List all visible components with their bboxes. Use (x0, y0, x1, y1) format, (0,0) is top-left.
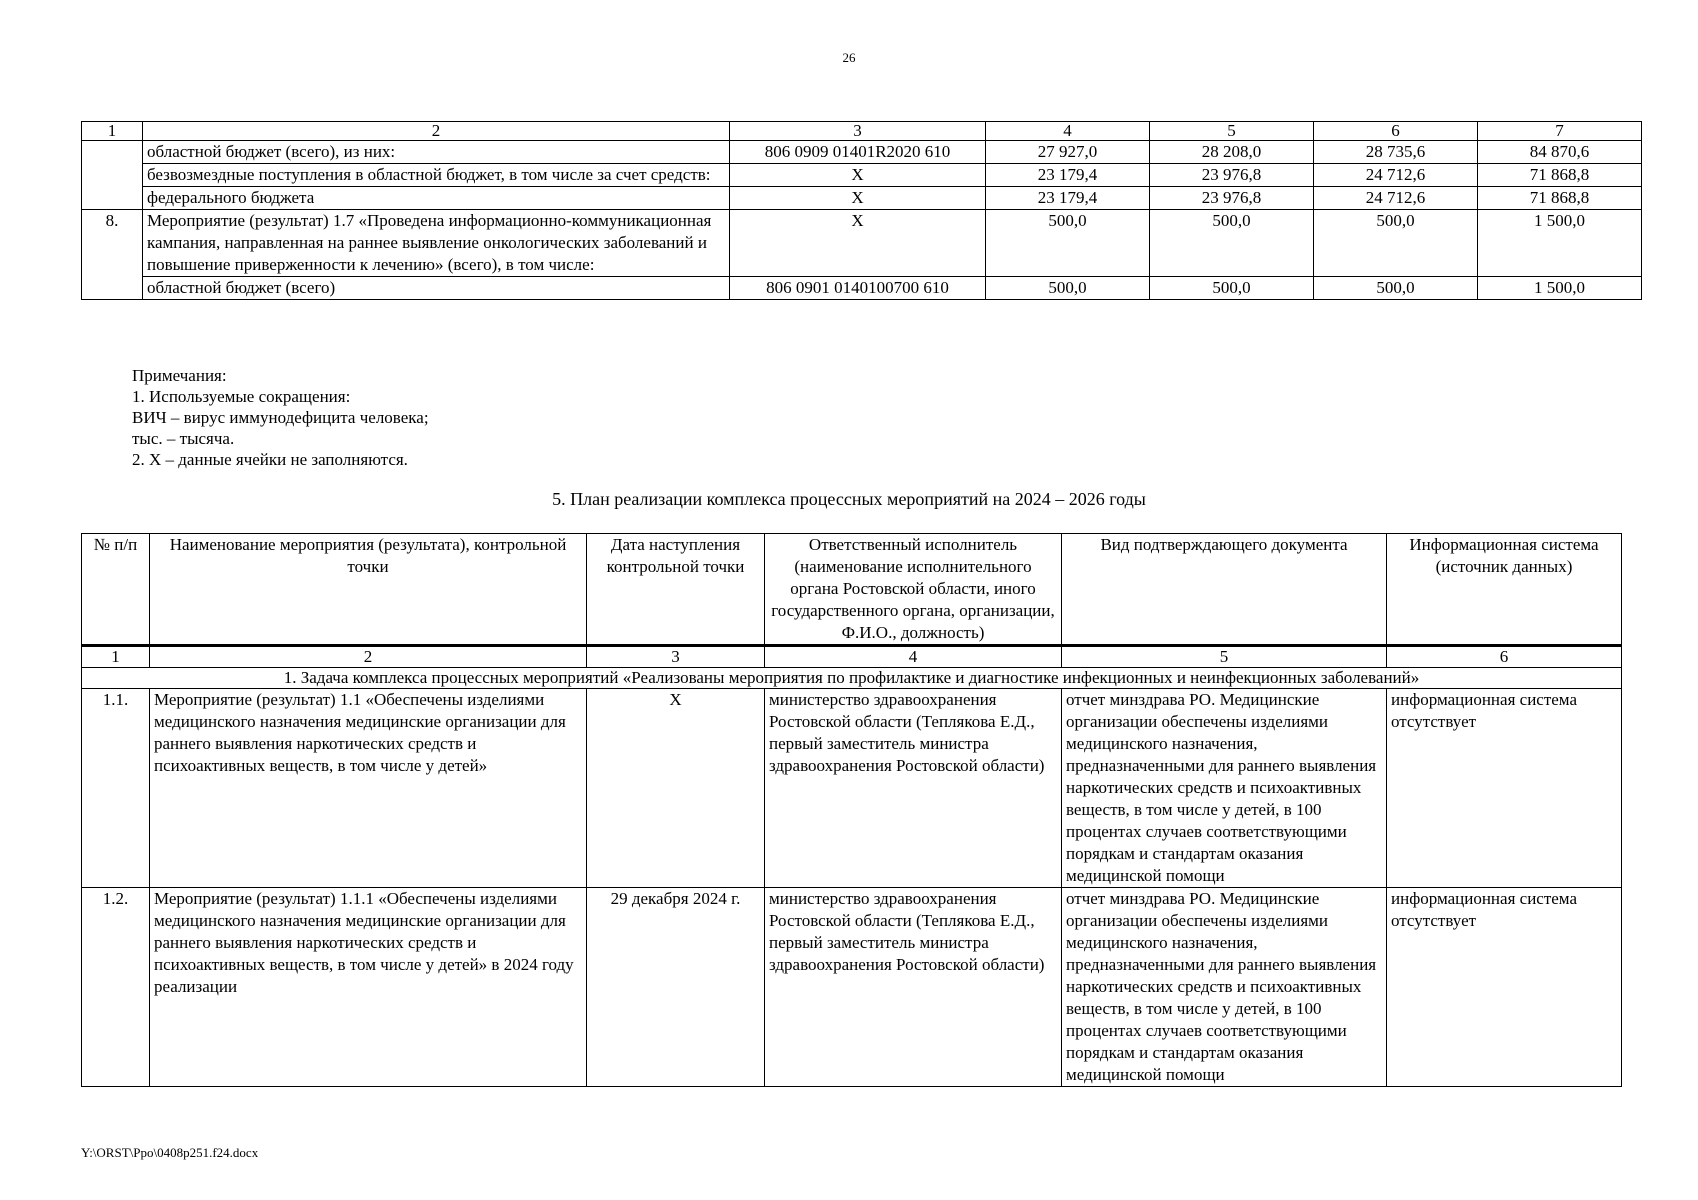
col-number: 2 (150, 646, 587, 668)
page-number: 26 (842, 50, 856, 65)
value-2024: 500,0 (986, 277, 1150, 300)
row-number: 1.1. (82, 689, 150, 888)
value-2025: 23 976,8 (1150, 187, 1314, 210)
row-name: Мероприятие (результат) 1.1 «Обеспечены изделиями медицинского назначения медицинские организации для раннего выявления наркотических средств и психоактивных веществ, в том числе у детей» (150, 689, 587, 888)
note-line: ВИЧ – вирус иммунодефицита человека; (132, 408, 429, 427)
row-responsible: министерство здравоохранения Ростовской области (Теплякова Е.Д., первый заместитель министра здравоохранения Ростовской области) (765, 888, 1062, 1087)
file-path-footer: Y:\ORST\Ppo\0408p251.f24.docx (81, 1145, 259, 1160)
col-number: 3 (587, 646, 765, 668)
value-2026: 24 712,6 (1314, 187, 1478, 210)
value-2024: 23 179,4 (986, 187, 1150, 210)
value-2024: 27 927,0 (986, 141, 1150, 164)
value-2026: 28 735,6 (1314, 141, 1478, 164)
value-total: 71 868,8 (1478, 164, 1642, 187)
row-number: 1.2. (82, 888, 150, 1087)
notes (132, 365, 429, 470)
col-number: 4 (986, 122, 1150, 141)
value-2025: 23 976,8 (1150, 164, 1314, 187)
value-2024: 500,0 (986, 210, 1150, 277)
col-number: 7 (1478, 122, 1642, 141)
task-title: 1. Задача комплекса процессных мероприятий «Реализованы мероприятия по профилактике и диагностике инфекционных и неинфекционных заболеваний» (82, 668, 1622, 689)
plan-column-numbers (82, 646, 1622, 668)
col-number: 1 (82, 646, 150, 668)
budget-code: Х (730, 210, 986, 277)
value-total: 84 870,6 (1478, 141, 1642, 164)
section-title: 5. План реализации комплекса процессных мероприятий на 2024 – 2026 годы (552, 489, 1146, 509)
col-number: 5 (1062, 646, 1387, 668)
value-total: 1 500,0 (1478, 277, 1642, 300)
row-date: Х (587, 689, 765, 888)
row-name: областной бюджет (всего), из них: (143, 141, 730, 164)
value-total: 71 868,8 (1478, 187, 1642, 210)
table-row (82, 689, 1622, 888)
row-document: отчет минздрава РО. Медицинские организации обеспечены изделиями медицинского назначения, предназначенными для раннего выявления наркотических средств и психоактивных веществ, в том числе у детей, в 100 процентах случаев соответствующими порядкам и стандартам оказания медицинской помощи (1062, 888, 1387, 1087)
col-number: 4 (765, 646, 1062, 668)
header-system: Информационная система (источник данных) (1387, 534, 1622, 646)
row-name: федерального бюджета (143, 187, 730, 210)
row-name: Мероприятие (результат) 1.7 «Проведена информационно-коммуникационная кампания, направленная на раннее выявление онкологических заболеваний и повышение приверженности к лечению» (всего), в том числе: (143, 210, 730, 277)
value-2024: 23 179,4 (986, 164, 1150, 187)
col-number: 2 (143, 122, 730, 141)
table-row (82, 888, 1622, 1087)
value-2025: 28 208,0 (1150, 141, 1314, 164)
notes-heading: Примечания: (132, 366, 227, 385)
row-number: 8. (82, 210, 143, 300)
header-name: Наименование мероприятия (результата), контрольной точки (150, 534, 587, 646)
value-2025: 500,0 (1150, 210, 1314, 277)
value-2025: 500,0 (1150, 277, 1314, 300)
row-name: безвозмездные поступления в областной бюджет, в том числе за счет средств: (143, 164, 730, 187)
plan-header-row (82, 534, 1622, 646)
value-total: 1 500,0 (1478, 210, 1642, 277)
budget-code: Х (730, 187, 986, 210)
value-2026: 24 712,6 (1314, 164, 1478, 187)
row-name: Мероприятие (результат) 1.1.1 «Обеспечены изделиями медицинского назначения медицинские организации для раннего выявления наркотических средств и психоактивных веществ, в том числе у детей» в 2024 году реализации (150, 888, 587, 1087)
row-date: 29 декабря 2024 г. (587, 888, 765, 1087)
task-row (82, 668, 1622, 689)
row-document: отчет минздрава РО. Медицинские организации обеспечены изделиями медицинского назначения, предназначенными для раннего выявления наркотических средств и психоактивных веществ, в том числе у детей, в 100 процентах случаев соответствующими порядкам и стандартам оказания медицинской помощи (1062, 689, 1387, 888)
table-row (82, 141, 1642, 164)
table-row (82, 187, 1642, 210)
col-number: 3 (730, 122, 986, 141)
header-responsible: Ответственный исполнитель (наименование исполнительного органа Ростовской области, иного государственного органа, организации, Ф.И.О., должность) (765, 534, 1062, 646)
budget-code: 806 0909 01401R2020 610 (730, 141, 986, 164)
col-number: 6 (1387, 646, 1622, 668)
budget-column-numbers (82, 122, 1642, 141)
row-name: областной бюджет (всего) (143, 277, 730, 300)
row-system: информационная система отсутствует (1387, 888, 1622, 1087)
value-2026: 500,0 (1314, 277, 1478, 300)
budget-code: Х (730, 164, 986, 187)
col-number: 1 (82, 122, 143, 141)
table-row (82, 210, 1642, 277)
header-document: Вид подтверждающего документа (1062, 534, 1387, 646)
table-row (82, 277, 1642, 300)
plan-table (81, 533, 1622, 1087)
table-row (82, 164, 1642, 187)
budget-table (81, 121, 1642, 300)
row-number (82, 141, 143, 210)
row-system: информационная система отсутствует (1387, 689, 1622, 888)
header-num: № п/п (82, 534, 150, 646)
header-date: Дата наступления контрольной точки (587, 534, 765, 646)
note-line: 1. Используемые сокращения: (132, 387, 351, 406)
note-line: 2. Х – данные ячейки не заполняются. (132, 450, 408, 469)
col-number: 5 (1150, 122, 1314, 141)
value-2026: 500,0 (1314, 210, 1478, 277)
col-number: 6 (1314, 122, 1478, 141)
row-responsible: министерство здравоохранения Ростовской области (Теплякова Е.Д., первый заместитель министра здравоохранения Ростовской области) (765, 689, 1062, 888)
note-line: тыс. – тысяча. (132, 429, 235, 448)
budget-code: 806 0901 0140100700 610 (730, 277, 986, 300)
